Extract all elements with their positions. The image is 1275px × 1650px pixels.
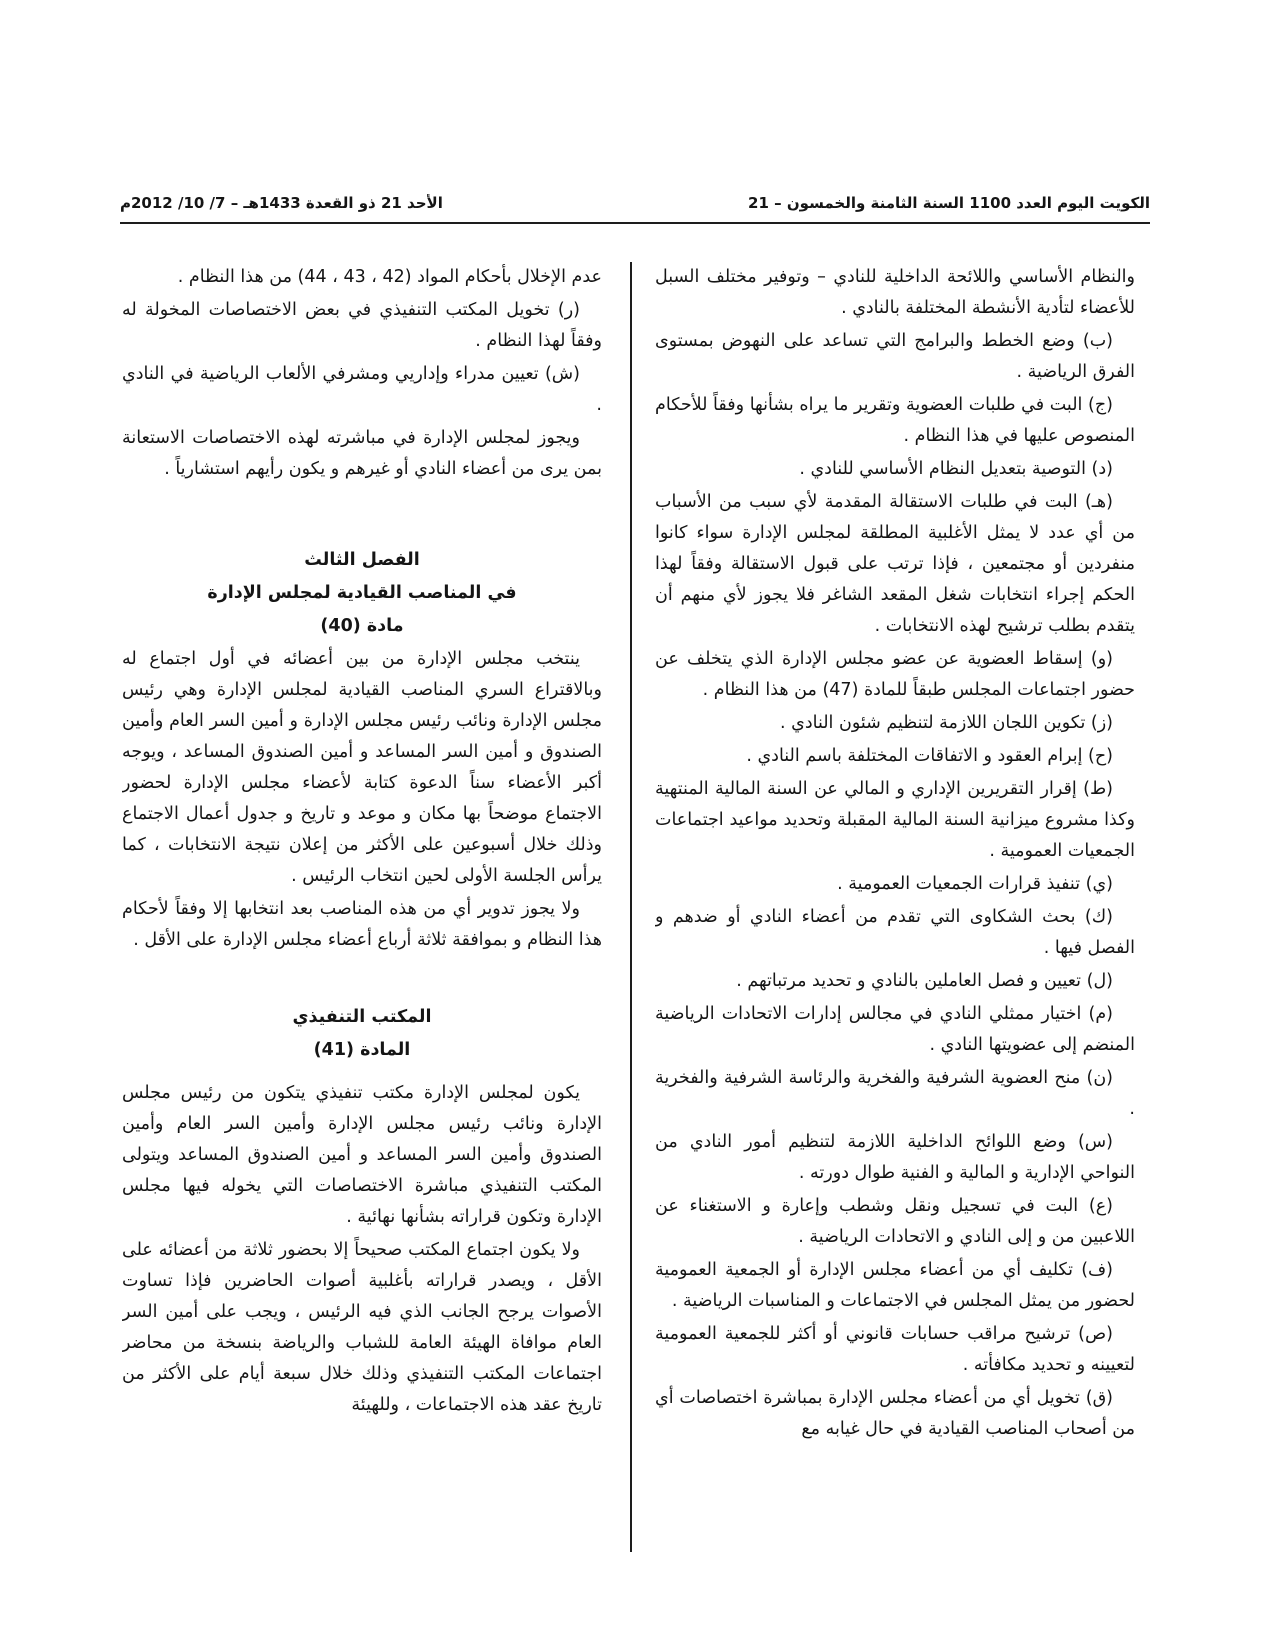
article-41-paragraph: ولا يكون اجتماع المكتب صحيحاً إلا بحضور ثلاثة من أعضائه على الأقل ، ويصدر قراراته بأغلبية أصوات الحاضرين فإذا تساوت الأصوات يرجح الجانب الذي فيه الرئيس ، ويجب على أمين السر العام موافاة الهيئة العامة للشباب والرياضة بنسخة من محاضر اجتماعات المكتب التنفيذي وذلك خلال سبعة أيام على الأكثر من تاريخ عقد هذه الاجتماعات ، وللهيئة [122, 1240, 602, 1415]
clause-y: (ي) تنفيذ قرارات الجمعيات العمومية . [837, 874, 1113, 894]
clause-m: (م) اختيار ممثلي النادي في مجالس إدارات الاتحادات الرياضية المنضم إلى عضويتها النادي . [655, 1004, 1135, 1055]
chapter-title: الفصل الثالث [304, 550, 420, 570]
clause-f: (ف) تكليف أي من أعضاء مجلس الإدارة أو الجمعية العمومية لحضور من يمثل المجلس في الاجتماعات و المناسبات الرياضية . [655, 1260, 1135, 1311]
clause-q: (ق) تخويل أي من أعضاء مجلس الإدارة بمباشرة اختصاصات أي من أصحاب المناصب القيادية في حال غيابه مع [655, 1388, 1135, 1439]
article-40-paragraph: ولا يجوز تدوير أي من هذه المناصب بعد انتخابها إلا وفقاً لأحكام هذا النظام و بموافقة ثلاثة أرباع أعضاء مجلس الإدارة على الأقل . [122, 899, 602, 950]
article-41-paragraph: يكون لمجلس الإدارة مكتب تنفيذي يتكون من رئيس مجلس الإدارة ونائب رئيس مجلس الإدارة وأمين السر العام وأمين الصندوق وأمين السر المساعد و أمين الصندوق المساعد ويتولى المكتب التنفيذي مباشرة الاختصاصات التي يخوله فيها مجلس الإدارة وتكون قراراته بشأنها نهائية . [122, 1083, 602, 1227]
header-rule [120, 222, 1150, 224]
article-41-title: المادة (41) [313, 1040, 411, 1060]
clause-ain: (ع) البت في تسجيل ونقل وشطب وإعارة و الاستغناء عن اللاعبين من و إلى النادي و الاتحادات الرياضية . [655, 1196, 1135, 1247]
header-issue-info: الكويت اليوم العدد 1100 السنة الثامنة والخمسون – 21 [748, 194, 1150, 212]
chapter-subtitle: في المناصب القيادية لمجلس الإدارة [207, 583, 517, 603]
clause-b: (ب) وضع الخطط والبرامج التي تساعد على النهوض بمستوى الفرق الرياضية . [655, 331, 1135, 382]
header-date: الأحد 21 ذو القعدة 1433هـ – 7/ 10/ 2012م [120, 194, 443, 212]
left-column [122, 262, 602, 1562]
clause-d: (د) التوصية بتعديل النظام الأساسي للنادي . [799, 459, 1113, 479]
clause-sad: (ص) ترشيح مراقب حسابات قانوني أو أكثر للجمعية العمومية لتعيينه و تحديد مكافأته . [655, 1324, 1135, 1375]
section-title: المكتب التنفيذي [292, 1007, 432, 1027]
paragraph: عدم الإخلال بأحكام المواد (42 ، 43 ، 44) من هذا النظام . [177, 267, 602, 287]
clause-ta: (ط) إقرار التقريرين الإداري و المالي عن السنة المالية المنتهية وكذا مشروع ميزانية السنة المالية المقبلة وتحديد مواعيد اجتماعات الجمعيات العمومية . [655, 779, 1135, 861]
clause-z: (ز) تكوين اللجان اللازمة لتنظيم شئون النادي . [780, 713, 1113, 733]
column-divider [630, 262, 632, 1552]
clause-n: (ن) منح العضوية الشرفية والفخرية والرئاسة الشرفية والفخرية . [655, 1068, 1135, 1119]
page-header [120, 188, 1150, 218]
clause-s: (س) وضع اللوائح الداخلية اللازمة لتنظيم أمور النادي من النواحي الإدارية و المالية و الفنية طوال دورته . [655, 1132, 1135, 1183]
clause-h: (هـ) البت في طلبات الاستقالة المقدمة لأي سبب من الأسباب من أي عدد لا يمثل الأغلبية المطلقة لمجلس الإدارة سواء كانوا منفردين أو مجتمعين ، فإذا ترتب على قبول الاستقالة وفقاً لهذا الحكم إجراء انتخابات شغل المقعد الشاغر فلا يجوز لأي منهم أن يتقدم بطلب ترشيح لهذه الانتخابات . [655, 492, 1135, 636]
clause-ha: (ح) إبرام العقود و الاتفاقات المختلفة باسم النادي . [746, 746, 1113, 766]
paragraph: والنظام الأساسي واللائحة الداخلية للنادي – وتوفير مختلف السبل للأعضاء لتأدية الأنشطة المختلفة بالنادي . [655, 267, 1135, 318]
clause-k: (ك) بحث الشكاوى التي تقدم من أعضاء النادي أو ضدهم و الفصل فيها . [655, 907, 1135, 958]
clause-j: (ج) البت في طلبات العضوية وتقرير ما يراه بشأنها وفقاً للأحكام المنصوص عليها في هذا النظام . [655, 395, 1135, 446]
right-column [655, 262, 1135, 1562]
clause-sh: (ش) تعيين مدراء وإداريي ومشرفي الألعاب الرياضية في النادي . [122, 364, 602, 415]
clause-r: (ر) تخويل المكتب التنفيذي في بعض الاختصاصات المخولة له وفقاً لهذا النظام . [122, 300, 602, 351]
article-40-paragraph: ينتخب مجلس الإدارة من بين أعضائه في أول اجتماع له وبالاقتراع السري المناصب القيادية لمجلس الإدارة وهي رئيس مجلس الإدارة ونائب رئيس مجلس الإدارة و أمين السر العام وأمين الصندوق و أمين السر المساعد و أمين الصندوق المساعد ، ويوجه أكبر الأعضاء سناً الدعوة كتابة لأعضاء مجلس الإدارة لحضور الاجتماع موضحاً بها مكان و موعد و تاريخ و جدول أعمال الاجتماع وذلك خلال أسبوعين على الأكثر من إعلان نتيجة الانتخابات ، كما يرأس الجلسة الأولى لحين انتخاب الرئيس . [122, 649, 602, 886]
paragraph: ويجوز لمجلس الإدارة في مباشرته لهذه الاختصاصات الاستعانة بمن يرى من أعضاء النادي أو غيرهم و يكون رأيهم استشارياً . [122, 428, 602, 479]
article-40-title: مادة (40) [320, 616, 404, 636]
clause-l: (ل) تعيين و فصل العاملين بالنادي و تحديد مرتباتهم . [736, 971, 1113, 991]
clause-w: (و) إسقاط العضوية عن عضو مجلس الإدارة الذي يتخلف عن حضور اجتماعات المجلس طبقاً للمادة (47) من هذا النظام . [655, 649, 1135, 700]
